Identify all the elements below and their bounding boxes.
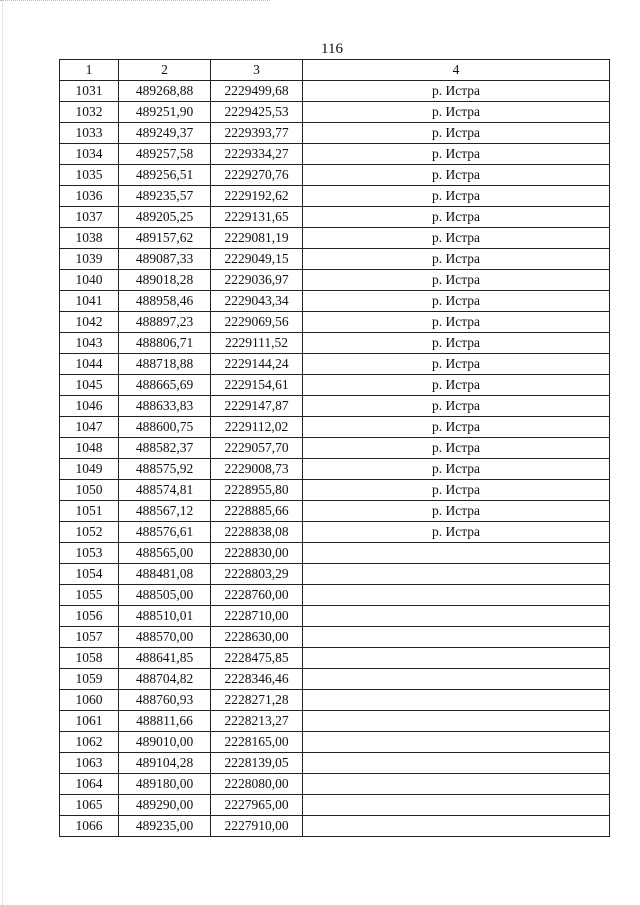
table-row (60, 480, 610, 501)
point-number-cell: 1043 (60, 333, 119, 354)
x-coordinate-cell: 488576,61 (119, 522, 211, 543)
description-cell (303, 606, 610, 627)
x-coordinate-cell: 488567,12 (119, 501, 211, 522)
description-cell (303, 543, 610, 564)
point-number-cell: 1056 (60, 606, 119, 627)
y-coordinate-cell: 2228165,00 (211, 732, 303, 753)
y-coordinate-cell: 2229036,97 (211, 270, 303, 291)
table-row (60, 81, 610, 102)
y-coordinate-cell: 2229043,34 (211, 291, 303, 312)
x-coordinate-cell: 488481,08 (119, 564, 211, 585)
x-coordinate-cell: 488565,00 (119, 543, 211, 564)
point-number-cell: 1036 (60, 186, 119, 207)
column-header: 2 (119, 60, 211, 81)
description-cell (303, 732, 610, 753)
point-number-cell: 1051 (60, 501, 119, 522)
y-coordinate-cell: 2229049,15 (211, 249, 303, 270)
y-coordinate-cell: 2228139,05 (211, 753, 303, 774)
description-cell (303, 753, 610, 774)
x-coordinate-cell: 488641,85 (119, 648, 211, 669)
x-coordinate-cell: 489249,37 (119, 123, 211, 144)
coordinates-table-body (60, 60, 610, 837)
description-cell: р. Истра (303, 417, 610, 438)
x-coordinate-cell: 489290,00 (119, 795, 211, 816)
y-coordinate-cell: 2228630,00 (211, 627, 303, 648)
y-coordinate-cell: 2229069,56 (211, 312, 303, 333)
table-row (60, 543, 610, 564)
description-cell: р. Истра (303, 375, 610, 396)
y-coordinate-cell: 2229008,73 (211, 459, 303, 480)
point-number-cell: 1057 (60, 627, 119, 648)
table-header-row (60, 60, 610, 81)
point-number-cell: 1041 (60, 291, 119, 312)
y-coordinate-cell: 2228346,46 (211, 669, 303, 690)
y-coordinate-cell: 2229334,27 (211, 144, 303, 165)
y-coordinate-cell: 2228710,00 (211, 606, 303, 627)
table-row (60, 417, 610, 438)
table-row (60, 228, 610, 249)
table-row (60, 375, 610, 396)
description-cell: р. Истра (303, 396, 610, 417)
coordinates-table (59, 59, 610, 837)
table-row (60, 186, 610, 207)
point-number-cell: 1064 (60, 774, 119, 795)
point-number-cell: 1047 (60, 417, 119, 438)
table-row (60, 396, 610, 417)
point-number-cell: 1050 (60, 480, 119, 501)
table-row (60, 144, 610, 165)
point-number-cell: 1049 (60, 459, 119, 480)
y-coordinate-cell: 2229192,62 (211, 186, 303, 207)
y-coordinate-cell: 2229499,68 (211, 81, 303, 102)
x-coordinate-cell: 489205,25 (119, 207, 211, 228)
description-cell: р. Истра (303, 291, 610, 312)
x-coordinate-cell: 488600,75 (119, 417, 211, 438)
description-cell: р. Истра (303, 123, 610, 144)
description-cell: р. Истра (303, 186, 610, 207)
y-coordinate-cell: 2227910,00 (211, 816, 303, 837)
x-coordinate-cell: 488574,81 (119, 480, 211, 501)
description-cell (303, 564, 610, 585)
x-coordinate-cell: 489268,88 (119, 81, 211, 102)
point-number-cell: 1046 (60, 396, 119, 417)
description-cell: р. Истра (303, 354, 610, 375)
x-coordinate-cell: 489157,62 (119, 228, 211, 249)
point-number-cell: 1053 (60, 543, 119, 564)
table-row (60, 711, 610, 732)
point-number-cell: 1052 (60, 522, 119, 543)
table-row (60, 816, 610, 837)
y-coordinate-cell: 2229144,24 (211, 354, 303, 375)
point-number-cell: 1044 (60, 354, 119, 375)
point-number-cell: 1062 (60, 732, 119, 753)
x-coordinate-cell: 488806,71 (119, 333, 211, 354)
x-coordinate-cell: 488958,46 (119, 291, 211, 312)
y-coordinate-cell: 2228830,00 (211, 543, 303, 564)
x-coordinate-cell: 488505,00 (119, 585, 211, 606)
description-cell (303, 711, 610, 732)
x-coordinate-cell: 488575,92 (119, 459, 211, 480)
description-cell (303, 795, 610, 816)
table-row (60, 606, 610, 627)
description-cell: р. Истра (303, 333, 610, 354)
point-number-cell: 1037 (60, 207, 119, 228)
table-row (60, 648, 610, 669)
y-coordinate-cell: 2229057,70 (211, 438, 303, 459)
point-number-cell: 1060 (60, 690, 119, 711)
point-number-cell: 1042 (60, 312, 119, 333)
point-number-cell: 1039 (60, 249, 119, 270)
table-row (60, 270, 610, 291)
table-row (60, 102, 610, 123)
x-coordinate-cell: 488704,82 (119, 669, 211, 690)
point-number-cell: 1033 (60, 123, 119, 144)
page-number: 116 (321, 41, 343, 57)
table-row (60, 459, 610, 480)
x-coordinate-cell: 489257,58 (119, 144, 211, 165)
description-cell: р. Истра (303, 270, 610, 291)
table-row (60, 312, 610, 333)
description-cell (303, 627, 610, 648)
x-coordinate-cell: 489251,90 (119, 102, 211, 123)
table-row (60, 354, 610, 375)
point-number-cell: 1035 (60, 165, 119, 186)
table-row (60, 753, 610, 774)
description-cell: р. Истра (303, 165, 610, 186)
point-number-cell: 1063 (60, 753, 119, 774)
table-row (60, 291, 610, 312)
x-coordinate-cell: 488665,69 (119, 375, 211, 396)
description-cell: р. Истра (303, 480, 610, 501)
x-coordinate-cell: 489104,28 (119, 753, 211, 774)
point-number-cell: 1065 (60, 795, 119, 816)
x-coordinate-cell: 489018,28 (119, 270, 211, 291)
description-cell (303, 690, 610, 711)
point-number-cell: 1032 (60, 102, 119, 123)
description-cell: р. Истра (303, 459, 610, 480)
y-coordinate-cell: 2228885,66 (211, 501, 303, 522)
description-cell: р. Истра (303, 501, 610, 522)
description-cell: р. Истра (303, 144, 610, 165)
description-cell (303, 669, 610, 690)
y-coordinate-cell: 2229147,87 (211, 396, 303, 417)
scan-edge-left (2, 0, 4, 905)
column-header: 3 (211, 60, 303, 81)
x-coordinate-cell: 488897,23 (119, 312, 211, 333)
x-coordinate-cell: 489235,00 (119, 816, 211, 837)
y-coordinate-cell: 2229270,76 (211, 165, 303, 186)
table-row (60, 249, 610, 270)
point-number-cell: 1058 (60, 648, 119, 669)
y-coordinate-cell: 2229425,53 (211, 102, 303, 123)
description-cell: р. Истра (303, 522, 610, 543)
column-header: 4 (303, 60, 610, 81)
x-coordinate-cell: 488760,93 (119, 690, 211, 711)
y-coordinate-cell: 2228838,08 (211, 522, 303, 543)
table-row (60, 585, 610, 606)
x-coordinate-cell: 489087,33 (119, 249, 211, 270)
point-number-cell: 1031 (60, 81, 119, 102)
table-row (60, 165, 610, 186)
y-coordinate-cell: 2229112,02 (211, 417, 303, 438)
x-coordinate-cell: 488570,00 (119, 627, 211, 648)
y-coordinate-cell: 2228803,29 (211, 564, 303, 585)
y-coordinate-cell: 2228475,85 (211, 648, 303, 669)
x-coordinate-cell: 488510,01 (119, 606, 211, 627)
y-coordinate-cell: 2229111,52 (211, 333, 303, 354)
x-coordinate-cell: 489010,00 (119, 732, 211, 753)
y-coordinate-cell: 2229154,61 (211, 375, 303, 396)
description-cell: р. Истра (303, 207, 610, 228)
column-header: 1 (60, 60, 119, 81)
table-row (60, 438, 610, 459)
point-number-cell: 1066 (60, 816, 119, 837)
y-coordinate-cell: 2227965,00 (211, 795, 303, 816)
y-coordinate-cell: 2228955,80 (211, 480, 303, 501)
y-coordinate-cell: 2229131,65 (211, 207, 303, 228)
y-coordinate-cell: 2229393,77 (211, 123, 303, 144)
table-row (60, 669, 610, 690)
point-number-cell: 1061 (60, 711, 119, 732)
description-cell (303, 585, 610, 606)
description-cell: р. Истра (303, 81, 610, 102)
table-row (60, 501, 610, 522)
point-number-cell: 1054 (60, 564, 119, 585)
table-row (60, 123, 610, 144)
point-number-cell: 1055 (60, 585, 119, 606)
description-cell (303, 816, 610, 837)
point-number-cell: 1048 (60, 438, 119, 459)
table-row (60, 627, 610, 648)
x-coordinate-cell: 488718,88 (119, 354, 211, 375)
y-coordinate-cell: 2228213,27 (211, 711, 303, 732)
x-coordinate-cell: 489180,00 (119, 774, 211, 795)
point-number-cell: 1038 (60, 228, 119, 249)
point-number-cell: 1059 (60, 669, 119, 690)
description-cell: р. Истра (303, 249, 610, 270)
x-coordinate-cell: 489235,57 (119, 186, 211, 207)
table-row (60, 522, 610, 543)
y-coordinate-cell: 2228760,00 (211, 585, 303, 606)
table-row (60, 774, 610, 795)
table-row (60, 795, 610, 816)
x-coordinate-cell: 488633,83 (119, 396, 211, 417)
point-number-cell: 1034 (60, 144, 119, 165)
description-cell (303, 648, 610, 669)
x-coordinate-cell: 489256,51 (119, 165, 211, 186)
y-coordinate-cell: 2228080,00 (211, 774, 303, 795)
table-row (60, 732, 610, 753)
scan-edge-top (0, 0, 270, 2)
table-row (60, 564, 610, 585)
point-number-cell: 1040 (60, 270, 119, 291)
table-row (60, 333, 610, 354)
table-row (60, 690, 610, 711)
table-row (60, 207, 610, 228)
y-coordinate-cell: 2229081,19 (211, 228, 303, 249)
x-coordinate-cell: 488811,66 (119, 711, 211, 732)
description-cell: р. Истра (303, 438, 610, 459)
description-cell (303, 774, 610, 795)
point-number-cell: 1045 (60, 375, 119, 396)
description-cell: р. Истра (303, 102, 610, 123)
x-coordinate-cell: 488582,37 (119, 438, 211, 459)
description-cell: р. Истра (303, 312, 610, 333)
y-coordinate-cell: 2228271,28 (211, 690, 303, 711)
description-cell: р. Истра (303, 228, 610, 249)
